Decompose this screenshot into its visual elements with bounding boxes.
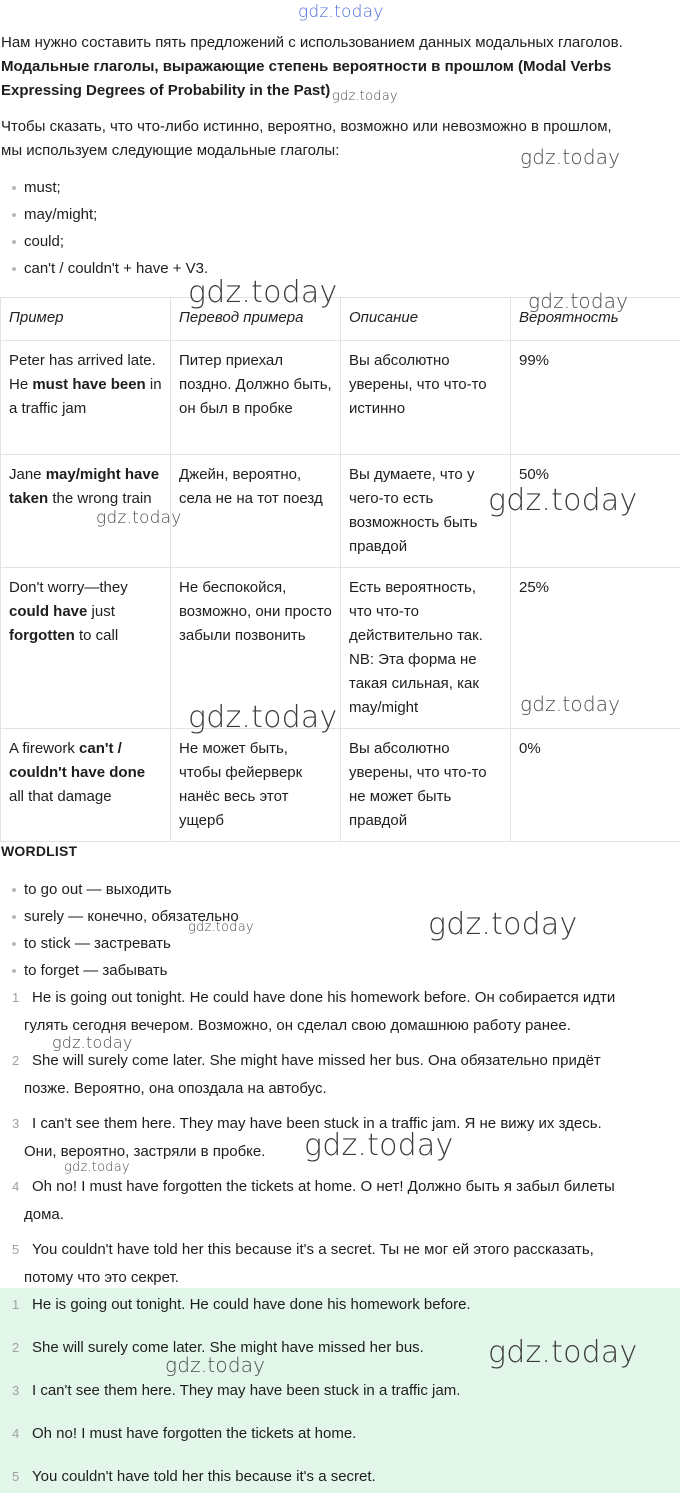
section-heading: Модальные глаголы, выражающие степень вероятности в прошлом (Modal Verbs [1,55,680,79]
list-item: may/might; [11,201,208,228]
column-header: Перевод примера [171,298,341,341]
watermark: gdz.today [428,907,577,942]
list-item: can't / couldn't + have + V3. [11,255,208,282]
translation-cell: Питер приехал поздно. Должно быть, он был в пробке [171,341,341,455]
list-item [0,1460,680,1503]
section-heading: Expressing Degrees of Probability in the Past) [1,79,680,103]
watermark: gdz.today [188,275,337,310]
list-item [0,1374,680,1417]
item-number: 1 [12,1288,19,1322]
item-number: 4 [12,1417,19,1451]
list-item: must; [11,174,208,201]
sentence-line: You couldn't have told her this because it's a secret. Ты не мог ей этого рассказать, [32,1236,680,1264]
item-number: 5 [12,1236,19,1264]
probability-cell: 0% [511,729,680,842]
example-cell: Don't worry—they could have just forgotten to call [1,568,171,729]
sentence-line: Они, вероятно, застряли в пробке. [24,1138,680,1166]
column-header: Вероятность [511,298,680,341]
watermark: gdz.today [520,145,620,169]
column-header: Пример [1,298,171,341]
answers-list [0,1288,680,1503]
watermark: gdz.today [488,483,637,518]
watermark: gdz.today [188,920,254,935]
description-cell: Есть вероятность, что что-то действительно так. NB: Эта форма не такая сильная, как may/might [341,568,511,729]
watermark: gdz.today [332,89,398,104]
list-item: to stick — застревать [11,930,239,957]
watermark: gdz.today [304,1128,453,1163]
example-cell: A firework can't / couldn't have done all that damage [1,729,171,842]
item-number: 2 [12,1331,19,1365]
list-item: to forget — забывать [11,957,239,984]
table-row [1,341,680,455]
item-number: 2 [12,1047,19,1075]
item-number: 5 [12,1460,19,1494]
watermark: gdz.today [488,1335,637,1370]
watermark: gdz.today [64,1160,130,1175]
list-item [0,1288,680,1331]
column-header: Описание [341,298,511,341]
probability-cell: 50% [511,455,680,568]
wordlist-heading: WORDLIST [1,843,77,859]
example-cell: Jane may/might have taken the wrong train [1,455,171,568]
probability-cell: 99% [511,341,680,455]
list-item [0,1047,680,1110]
watermark: gdz.today [188,700,337,735]
example-cell: Peter has arrived late. He must have been in a traffic jam [1,341,171,455]
watermark: gdz.today [298,2,383,22]
list-item [0,1173,680,1236]
item-number: 1 [12,984,19,1012]
answer-text: Oh no! I must have forgotten the tickets at home. [32,1425,356,1442]
sentence-line: потому что это секрет. [24,1264,680,1292]
sentence-line: I can't see them here. They may have been stuck in a traffic jam. Я не вижу их здесь. [32,1110,680,1138]
watermark: gdz.today [165,1353,265,1377]
explanation-line: Чтобы сказать, что что-либо истинно, вероятно, возможно или невозможно в прошлом, [1,115,612,139]
answer-block [0,1288,680,1493]
sentence-line: He is going out tonight. He could have done his homework before. Он собирается идти [32,984,680,1012]
watermark: gdz.today [528,289,628,313]
watermark: gdz.today [52,1033,133,1052]
description-cell: Вы думаете, что у чего-то есть возможность быть правдой [341,455,511,568]
answer-text: She will surely come later. She might have missed her bus. [32,1339,424,1356]
list-item [0,1236,680,1292]
list-item: could; [11,228,208,255]
sentence-line: гулять сегодня вечером. Возможно, он сделал свою домашнюю работу ранее. [24,1012,680,1040]
intro-line: Нам нужно составить пять предложений с использованием данных модальных глаголов. [1,31,680,55]
translation-cell: Не беспокойся, возможно, они просто забыли позвонить [171,568,341,729]
watermark: gdz.today [96,508,181,528]
answer-text: I can't see them here. They may have been stuck in a traffic jam. [32,1382,460,1399]
item-number: 4 [12,1173,19,1201]
sentence-line: дома. [24,1201,680,1229]
item-number: 3 [12,1374,19,1408]
explanation-line: мы используем следующие модальные глаголы: [1,139,612,163]
sentence-line: She will surely come later. She might have missed her bus. Она обязательно придёт [32,1047,680,1075]
modal-verbs-table [0,297,680,842]
list-item [0,1417,680,1460]
translation-cell: Джейн, вероятно, села не на тот поезд [171,455,341,568]
answer-text: He is going out tonight. He could have done his homework before. [32,1296,471,1313]
modal-verbs-list [11,174,208,282]
probability-cell: 25% [511,568,680,729]
item-number: 3 [12,1110,19,1138]
list-item: to go out — выходить [11,876,239,903]
table-row [1,729,680,842]
description-cell: Вы абсолютно уверены, что что-то истинно [341,341,511,455]
watermark: gdz.today [520,692,620,716]
answer-text: You couldn't have told her this because it's a secret. [32,1468,376,1485]
description-cell: Вы абсолютно уверены, что что-то не может быть правдой [341,729,511,842]
sentence-line: Oh no! I must have forgotten the tickets at home. О нет! Должно быть я забыл билеты [32,1173,680,1201]
sentence-line: позже. Вероятно, она опоздала на автобус. [24,1075,680,1103]
translation-cell: Не может быть, чтобы фейерверк нанёс весь этот ущерб [171,729,341,842]
list-item: surely — конечно, обязательно [11,903,239,930]
